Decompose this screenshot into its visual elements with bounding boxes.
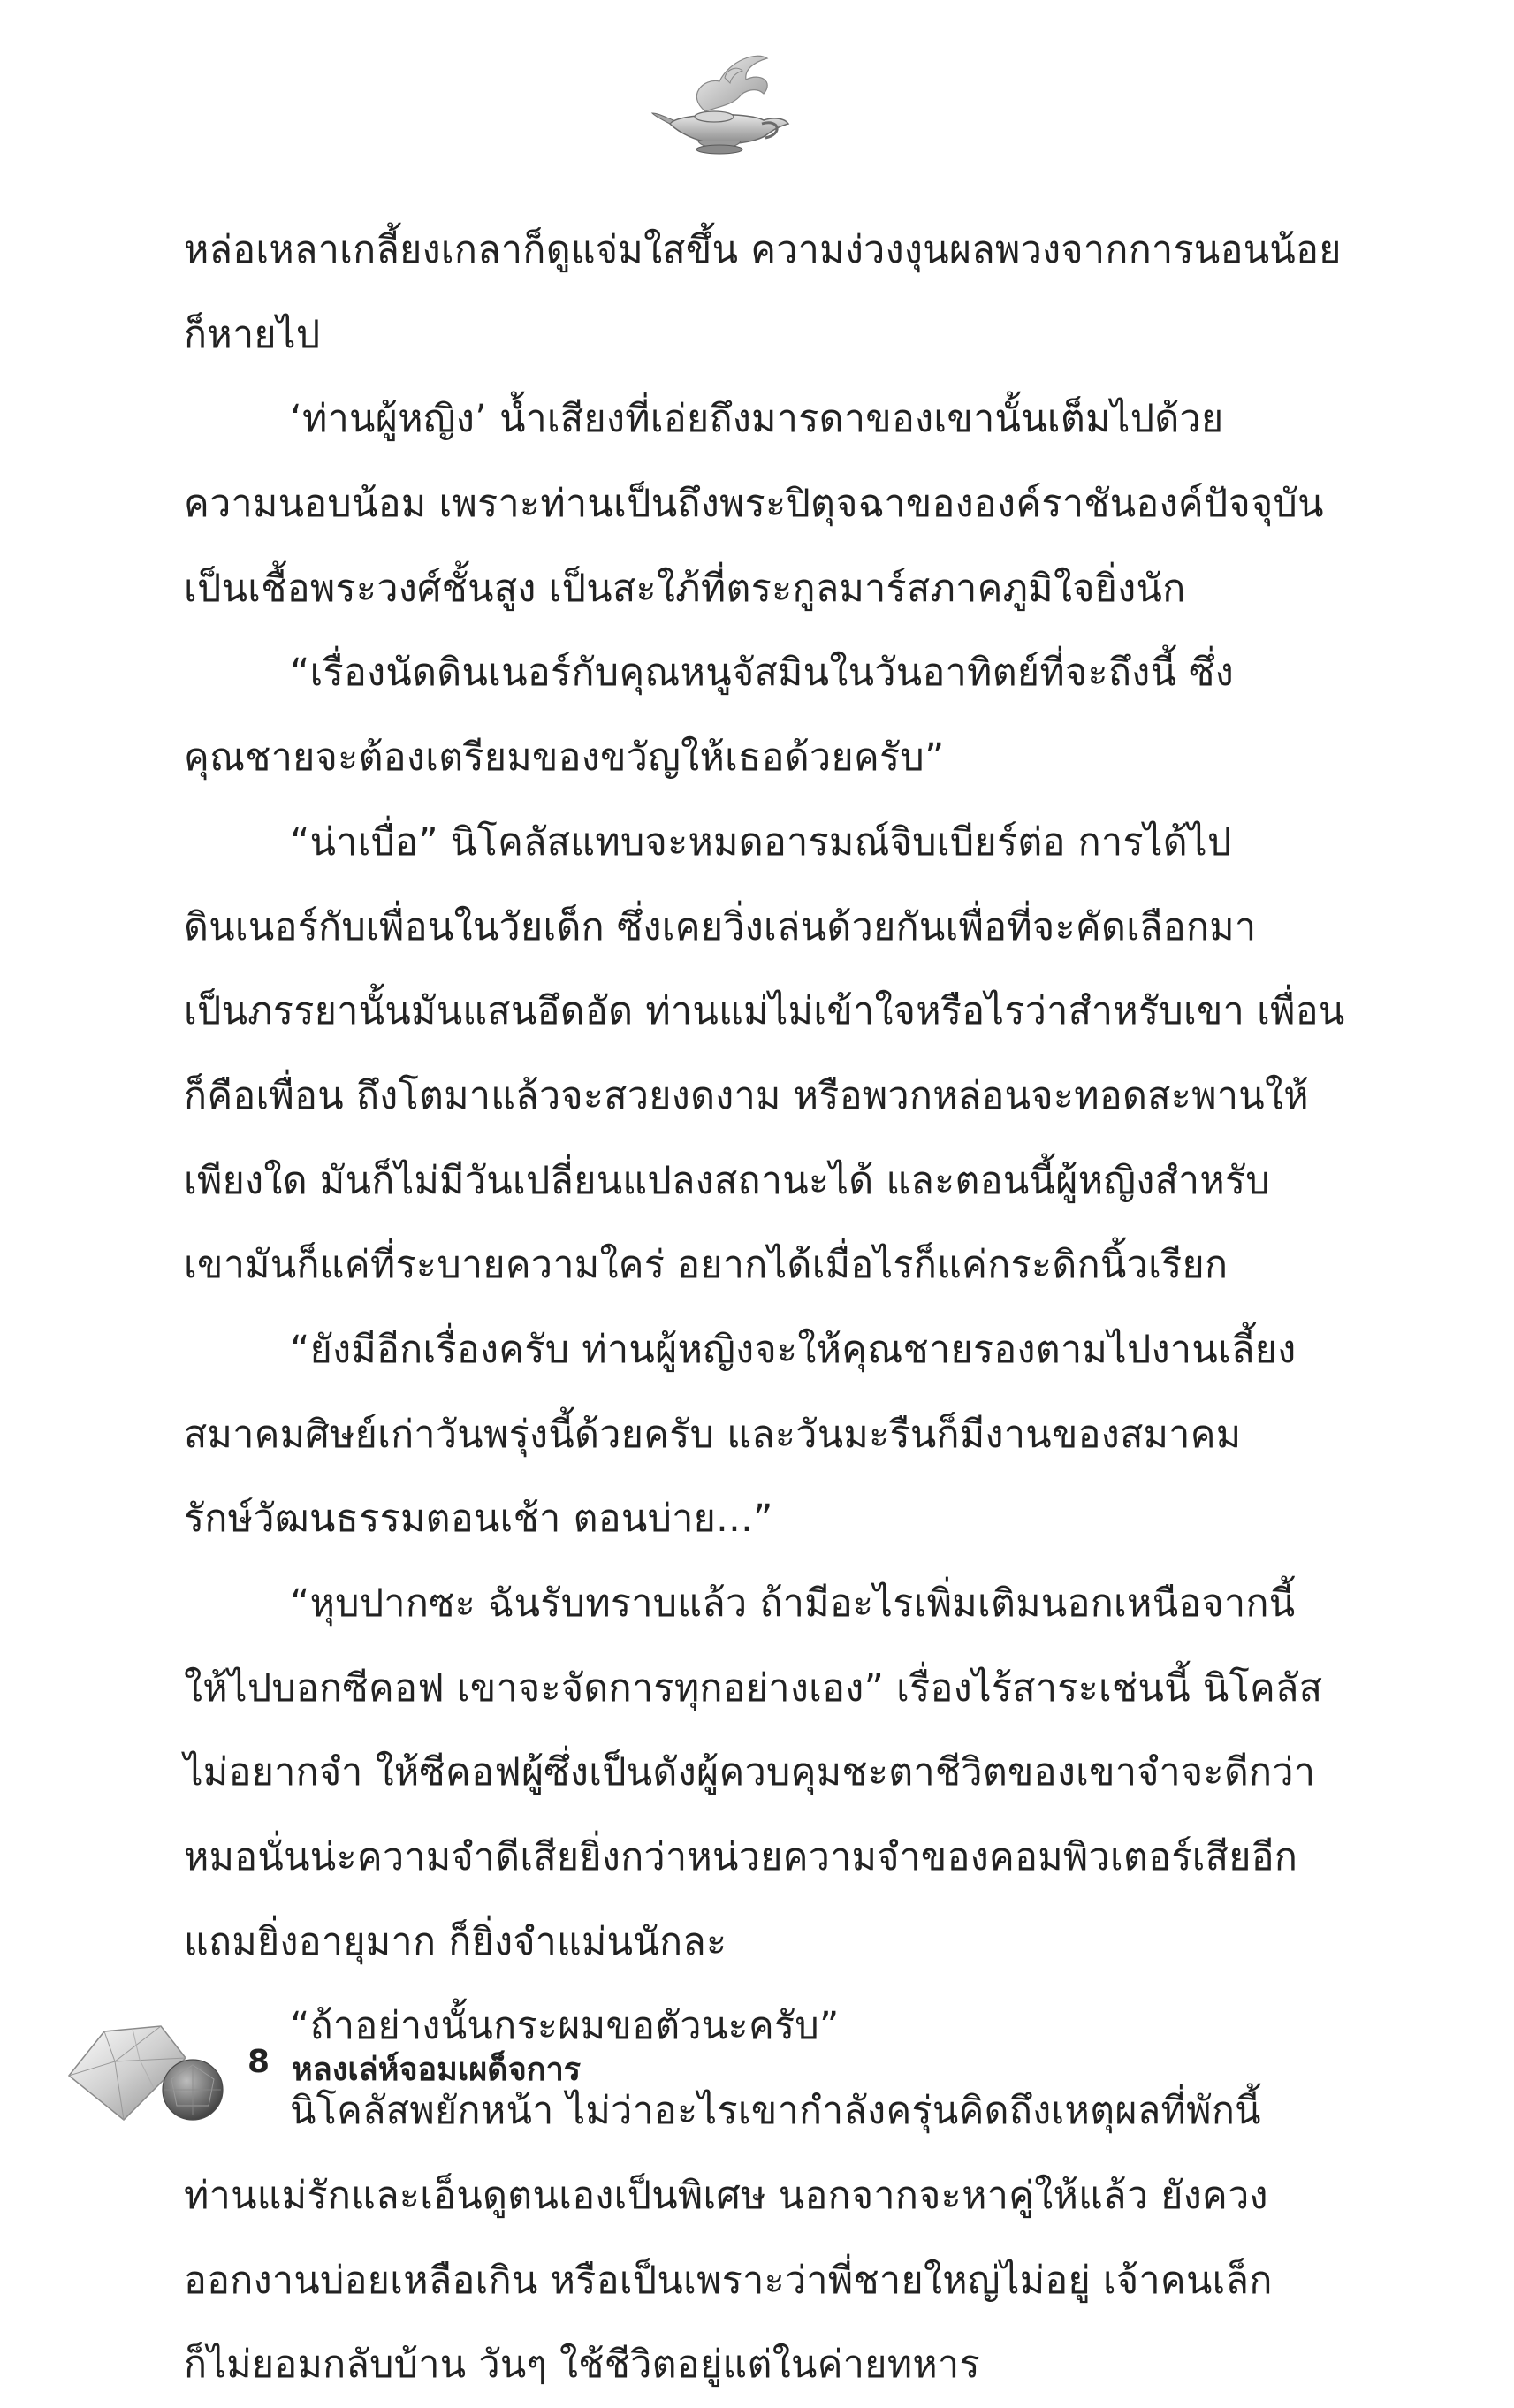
text-line: ออกงานบ่อยเหลือเกิน หรือเป็นเพราะว่าพี่ชายใหญ่ไม่อยู่ เจ้าคนเล็ก [184,2258,1273,2303]
text-line: คุณชายจะต้องเตรียมของขวัญให้เธอด้วยครับ” [184,735,945,781]
text-line: ให้ไปบอกซีคอฟ เขาจะจัดการทุกอย่างเอง” เรื่องไร้สาระเช่นนี้ นิโคลัส [184,1665,1323,1711]
text-line: เป็นเชื้อพระวงศ์ชั้นสูง เป็นสะใภ้ที่ตระกูลมาร์สภาคภูมิใจยิ่งนัก [184,566,1186,611]
text-line: “ถ้าอย่างนั้นกระผมขอตัวนะครับ” [290,2004,840,2049]
text-line: เขามันก็แค่ที่ระบายความใคร่ อยากได้เมื่อไรก็แค่กระดิกนิ้วเรียก [184,1243,1229,1288]
diamond-icon [62,2007,239,2130]
text-line: รักษ์วัฒนธรรมตอนเช้า ตอนบ่าย...” [184,1497,773,1542]
text-line: ไม่อยากจำ ให้ซีคอฟผู้ซึ่งเป็นดังผู้ควบคุมชะตาชีวิตของเขาจำจะดีกว่า [184,1750,1316,1795]
text-line: ก็ไม่ยอมกลับบ้าน วันๆ ใช้ชีวิตอยู่แต่ในค่ายทหาร [184,2343,980,2388]
page-number: 8 [247,2044,270,2080]
text-line: ความนอบน้อม เพราะท่านเป็นถึงพระปิตุจฉาขององค์ราชันองค์ปัจจุบัน [184,482,1324,527]
text-line: สมาคมศิษย์เก่าวันพรุ่งนี้ด้วยครับ และวันมะรืนก็มีงานของสมาคม [184,1412,1242,1457]
text-line: แถมยิ่งอายุมาก ก็ยิ่งจำแม่นนักละ [184,1919,727,1964]
text-line: “น่าเบื่อ” นิโคลัสแทบจะหมดอารมณ์จิบเบียร์ต่อ การได้ไป [290,819,1232,865]
text-line: ท่านแม่รักและเอ็นดูตนเองเป็นพิเศษ นอกจากจะหาคู่ให้แล้ว ยังควง [184,2173,1268,2218]
text-line: ดินเนอร์กับเพื่อนในวัยเด็ก ซึ่งเคยวิ่งเล่นด้วยกันเพื่อที่จะคัดเลือกมา [184,904,1257,949]
text-line: “เรื่องนัดดินเนอร์กับคุณหนูจัสมินในวันอาทิตย์ที่จะถึงนี้ ซึ่ง [290,651,1235,696]
text-line: ก็หายไป [184,312,321,357]
text-line: หมอนั่นน่ะความจำดีเสียยิ่งกว่าหน่วยความจำของคอมพิวเตอร์เสียอีก [184,1835,1298,1880]
text-line: หล่อเหลาเกลี้ยงเกลาก็ดูแจ่มใสขึ้น ความง่วงงุนผลพวงจากการนอนน้อย [184,228,1342,272]
text-line: “ยังมีอีกเรื่องครับ ท่านผู้หญิงจะให้คุณชายรองตามไปงานเลี้ยง [290,1327,1297,1372]
text-line: ก็คือเพื่อน ถึงโตมาแล้วจะสวยงดงาม หรือพวกหล่อนจะทอดสะพานให้ [184,1073,1309,1118]
text-line: ‘ท่านผู้หญิง’ น้ำเสียงที่เอ่ยถึงมารดาของเขานั้นเต็มไปด้วย [290,397,1224,442]
text-line: เป็นภรรยานั้นมันแสนอึดอัด ท่านแม่ไม่เข้าใจหรือไรว่าสำหรับเขา เพื่อน [184,989,1345,1034]
book-title: หลงเล่ห์จอมเผด็จการ [292,2052,582,2088]
text-line: “หุบปากซะ ฉันรับทราบแล้ว ถ้ามีอะไรเพิ่มเติมนอกเหนือจากนี้ [290,1581,1296,1626]
page-footer [62,2007,681,2130]
genie-lamp-icon [650,42,792,157]
text-line: นิโคลัสพยักหน้า ไม่ว่าอะไรเขากำลังครุ่นคิดถึงเหตุผลที่พักนี้ [290,2089,1261,2134]
text-line: เพียงใด มันก็ไม่มีวันเปลี่ยนแปลงสถานะได้ และตอนนี้ผู้หญิงสำหรับ [184,1158,1270,1203]
